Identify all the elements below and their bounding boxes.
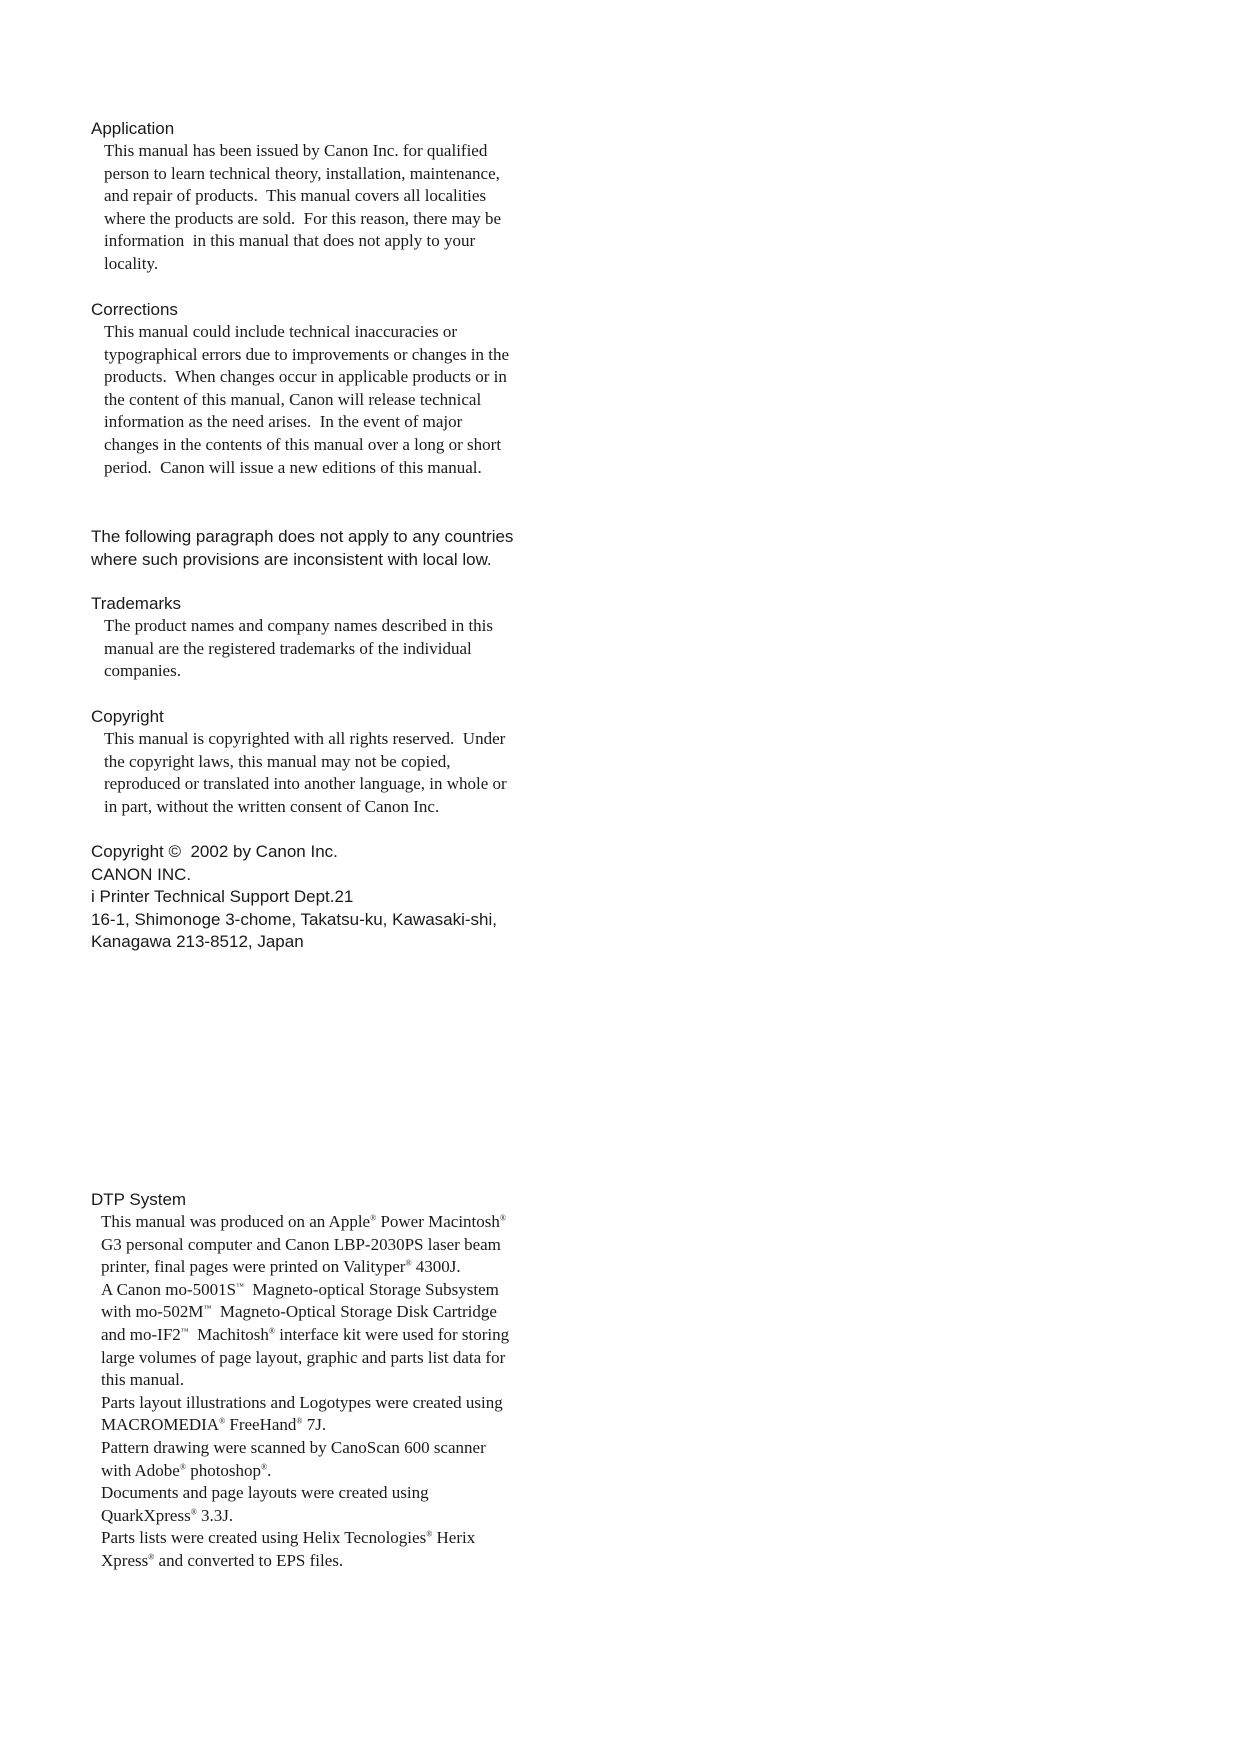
- text-segment: Magneto-Optical Storage Disk Cartridge: [211, 1302, 497, 1322]
- body-line: products. When changes occur in applicable products or in: [104, 367, 507, 387]
- text-segment: Machitosh: [188, 1324, 269, 1344]
- trademark-symbol: ®: [190, 1507, 197, 1517]
- text-segment: photoshop: [185, 1460, 262, 1480]
- text-segment: G3 personal computer and Canon LBP-2030PS laser beam: [101, 1234, 501, 1254]
- trademark-symbol: ®: [296, 1416, 303, 1426]
- body-line: The product names and company names described in this: [104, 616, 493, 635]
- section-dtp-system: [91, 1189, 611, 1573]
- notice-line: The following paragraph does not apply to any countries: [91, 527, 514, 546]
- body-line: [101, 1324, 611, 1347]
- section-body-dtp-system: [91, 1211, 611, 1573]
- section-trademarks: [91, 593, 611, 683]
- body-line: [101, 1369, 611, 1392]
- section-heading-dtp-system: DTP System: [91, 1190, 187, 1209]
- body-line: period. Canon will issue a new editions of this manual.: [104, 457, 482, 477]
- text-segment: This manual was produced on an Apple: [101, 1212, 371, 1231]
- text-segment: with mo-502M: [101, 1302, 204, 1322]
- body-line: information in this manual that does not apply to your: [104, 231, 476, 251]
- section-heading-copyright: Copyright: [91, 707, 164, 726]
- publisher-line: Copyright © 2002 by Canon Inc.: [91, 842, 338, 861]
- body-line: companies.: [104, 661, 181, 681]
- body-line: where the products are sold. For this reason, there may be: [104, 208, 502, 228]
- publisher-line: Kanagawa 213-8512, Japan: [91, 932, 304, 952]
- body-line: [101, 1234, 611, 1257]
- text-segment: Magneto-optical Storage Subsystem: [243, 1279, 499, 1299]
- body-line: [101, 1482, 611, 1505]
- body-line: [101, 1527, 611, 1550]
- trademark-symbol: ®: [179, 1461, 186, 1471]
- trademark-symbol: ®: [148, 1552, 155, 1562]
- text-segment: large volumes of page layout, graphic and parts list data for: [101, 1347, 506, 1367]
- trademark-symbol: ®: [370, 1213, 377, 1223]
- body-line: [101, 1279, 611, 1302]
- body-line: locality.: [104, 253, 159, 273]
- body-line: person to learn technical theory, installation, maintenance,: [104, 163, 500, 183]
- body-line: [101, 1392, 611, 1415]
- body-line: changes in the contents of this manual over a long or short: [104, 434, 502, 454]
- section-body-copyright: [91, 728, 611, 818]
- trademark-symbol: ™: [180, 1326, 189, 1336]
- text-segment: and mo-IF2: [101, 1324, 181, 1344]
- text-segment: Documents and page layouts were created using: [101, 1483, 429, 1503]
- body-line: information as the need arises. In the event of major: [104, 412, 463, 432]
- body-line: [101, 1414, 611, 1437]
- text-segment: Pattern drawing were scanned by CanoScan 600 scanner: [101, 1437, 486, 1457]
- text-segment: .: [267, 1460, 272, 1480]
- body-line: [101, 1211, 611, 1234]
- section-application: [91, 118, 611, 276]
- body-line: and repair of products. This manual covers all localities: [104, 186, 487, 206]
- text-segment: Xpress: [101, 1550, 149, 1570]
- trademark-symbol: ®: [219, 1416, 226, 1426]
- body-line: manual are the registered trademarks of the individual: [104, 638, 472, 658]
- trademark-symbol: ™: [236, 1281, 244, 1291]
- body-line: [101, 1505, 611, 1528]
- section-publisher: [91, 841, 611, 954]
- section-body-corrections: [91, 321, 611, 479]
- text-segment: Power Macintosh: [376, 1212, 500, 1231]
- publisher-line: i Printer Technical Support Dept.21: [91, 887, 354, 907]
- text-segment: FreeHand: [225, 1415, 297, 1435]
- section-body-trademarks: [91, 615, 611, 683]
- trademark-symbol: ®: [499, 1213, 506, 1223]
- body-line: the copyright laws, this manual may not be copied,: [104, 751, 451, 771]
- text-segment: Parts lists were created using Helix Tecnologies: [101, 1528, 427, 1548]
- text-segment: Herix: [432, 1528, 476, 1548]
- text-segment: 3.3J.: [196, 1505, 234, 1525]
- text-segment: this manual.: [101, 1370, 185, 1390]
- body-line: [101, 1301, 611, 1324]
- body-line: This manual is copyrighted with all rights reserved. Under: [104, 729, 506, 748]
- body-line: [101, 1347, 611, 1370]
- body-line: [101, 1550, 611, 1573]
- body-line: [101, 1256, 611, 1279]
- trademark-symbol: ®: [426, 1529, 433, 1539]
- publisher-line: CANON INC.: [91, 864, 192, 884]
- text-segment: printer, final pages were printed on Valityper: [101, 1257, 406, 1277]
- text-segment: interface kit were used for storing: [275, 1324, 510, 1344]
- section-heading-application: Application: [91, 119, 175, 138]
- notice-line: where such provisions are inconsistent with local low.: [91, 549, 492, 569]
- section-corrections: [91, 299, 611, 479]
- text-segment: 7J.: [302, 1415, 327, 1435]
- text-segment: with Adobe: [101, 1460, 180, 1480]
- body-line: reproduced or translated into another language, in whole or: [104, 774, 507, 794]
- body-line: the content of this manual, Canon will release technical: [104, 389, 482, 409]
- text-segment: 4300J.: [411, 1257, 461, 1277]
- trademark-symbol: ™: [203, 1303, 212, 1313]
- text-segment: MACROMEDIA: [101, 1415, 220, 1435]
- section-copyright: [91, 706, 611, 818]
- section-body-application: [91, 140, 611, 276]
- body-line: [101, 1460, 611, 1483]
- text-segment: A Canon mo-5001S: [101, 1279, 237, 1299]
- publisher-line: 16-1, Shimonoge 3-chome, Takatsu-ku, Kawasaki-shi,: [91, 909, 497, 929]
- trademark-symbol: ®: [405, 1258, 412, 1268]
- body-line: This manual has been issued by Canon Inc. for qualified: [104, 141, 488, 160]
- body-line: in part, without the written consent of Canon Inc.: [104, 796, 440, 816]
- trademark-symbol: ®: [261, 1461, 268, 1471]
- body-line: This manual could include technical inaccuracies or: [104, 322, 458, 341]
- text-segment: QuarkXpress: [101, 1505, 191, 1525]
- section-heading-corrections: Corrections: [91, 300, 178, 319]
- trademark-symbol: ®: [268, 1326, 275, 1336]
- text-segment: Parts layout illustrations and Logotypes were created using: [101, 1392, 503, 1412]
- text-segment: and converted to EPS files.: [154, 1550, 344, 1570]
- body-line: [101, 1437, 611, 1460]
- section-notice: [91, 526, 611, 571]
- section-heading-trademarks: Trademarks: [91, 594, 182, 613]
- body-line: typographical errors due to improvements or changes in the: [104, 344, 510, 364]
